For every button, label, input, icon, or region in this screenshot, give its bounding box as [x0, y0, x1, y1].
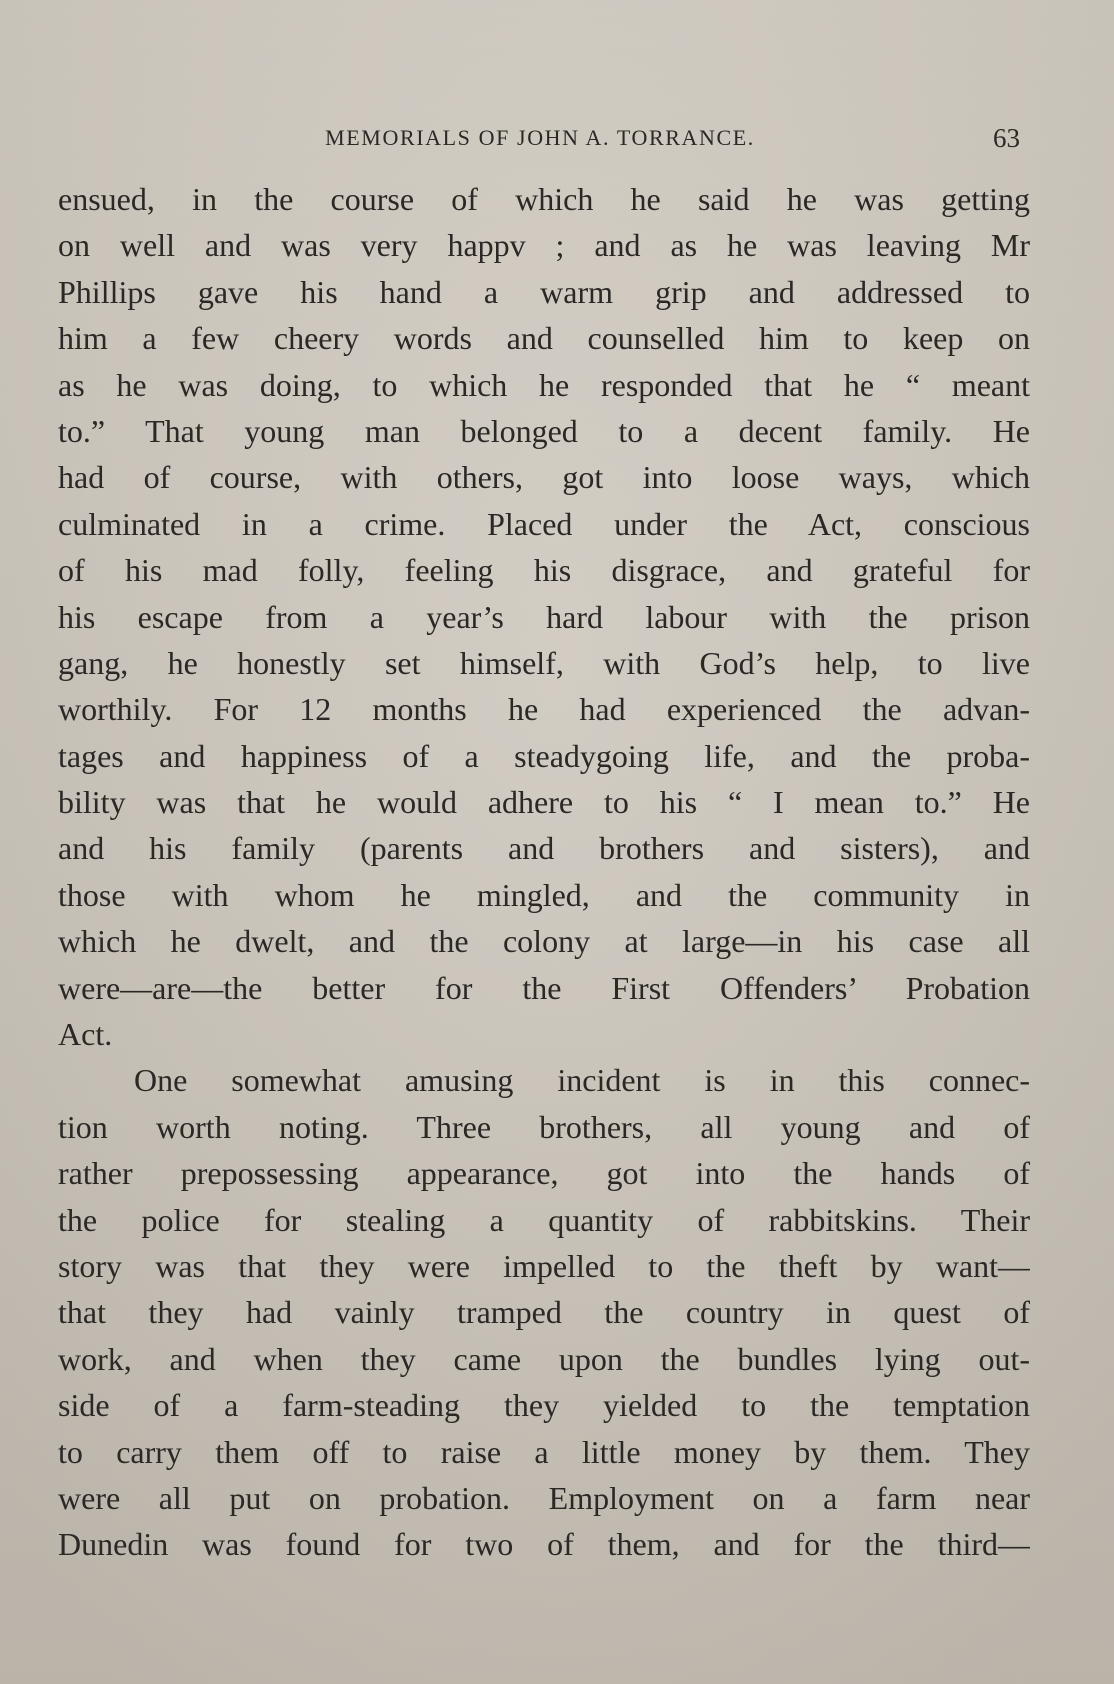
text-line: work, and when they came upon the bundles lying out- — [58, 1340, 1030, 1377]
text-line: ensued, in the course of which he said he was getting — [58, 181, 1030, 217]
text-line: Phillips gave his hand a warm grip and addressed to — [58, 273, 1030, 310]
text-line: tages and happiness of a steadygoing life, and the proba- — [58, 737, 1030, 774]
text-line: rather prepossessing appearance, got into the hands of — [58, 1155, 1030, 1192]
text-line: on well and was very happv ; and as he was leaving Mr — [58, 227, 1030, 264]
text-line: were all put on probation. Employment on a farm near — [58, 1479, 1030, 1516]
text-line: the police for stealing a quantity of rabbitskins. Their — [58, 1201, 1030, 1238]
body-text — [58, 176, 1030, 1568]
running-head: MEMORIALS OF JOHN A. TORRANCE. — [325, 125, 755, 150]
text-line: gang, he honestly set himself, with God’s help, to live — [58, 644, 1030, 681]
text-line: worthily. For 12 months he had experienced the advan- — [58, 691, 1030, 728]
text-line: story was that they were impelled to the theft by want— — [58, 1247, 1030, 1284]
text-line: Dunedin was found for two of them, and for the third— — [58, 1526, 1030, 1563]
text-line: those with whom he mingled, and the community in — [58, 876, 1030, 913]
text-line: had of course, with others, got into loose ways, which — [58, 459, 1030, 496]
text-line: as he was doing, to which he responded that he “ meant — [58, 366, 1030, 403]
text-line: Act. — [58, 1016, 113, 1053]
paragraph — [58, 176, 1030, 1057]
text-line: One somewhat amusing incident is in this connec- — [134, 1062, 1030, 1099]
text-line: side of a farm-steading they yielded to the temptation — [58, 1387, 1030, 1424]
text-line: tion worth noting. Three brothers, all young and of — [58, 1108, 1030, 1145]
text-line: culminated in a crime. Placed under the Act, conscious — [58, 505, 1030, 542]
text-line: to.” That young man belonged to a decent family. He — [58, 412, 1030, 449]
paragraph — [58, 1057, 1030, 1567]
text-line: which he dwelt, and the colony at large—in his case all — [58, 923, 1030, 960]
text-line: and his family (parents and brothers and sisters), and — [58, 830, 1030, 867]
text-line: his escape from a year’s hard labour with the prison — [58, 598, 1030, 635]
text-line: of his mad folly, feeling his disgrace, and grateful for — [58, 552, 1030, 589]
page-number: 63 — [993, 123, 1020, 153]
text-line: bility was that he would adhere to his “ I mean to.” He — [58, 784, 1030, 821]
text-line: to carry them off to raise a little money by them. They — [58, 1433, 1030, 1470]
text-line: him a few cheery words and counselled him to keep on — [58, 320, 1030, 357]
page-header — [60, 118, 1020, 158]
text-line: were—are—the better for the First Offenders’ Probation — [58, 969, 1030, 1006]
text-line: that they had vainly tramped the country in quest of — [58, 1294, 1030, 1331]
